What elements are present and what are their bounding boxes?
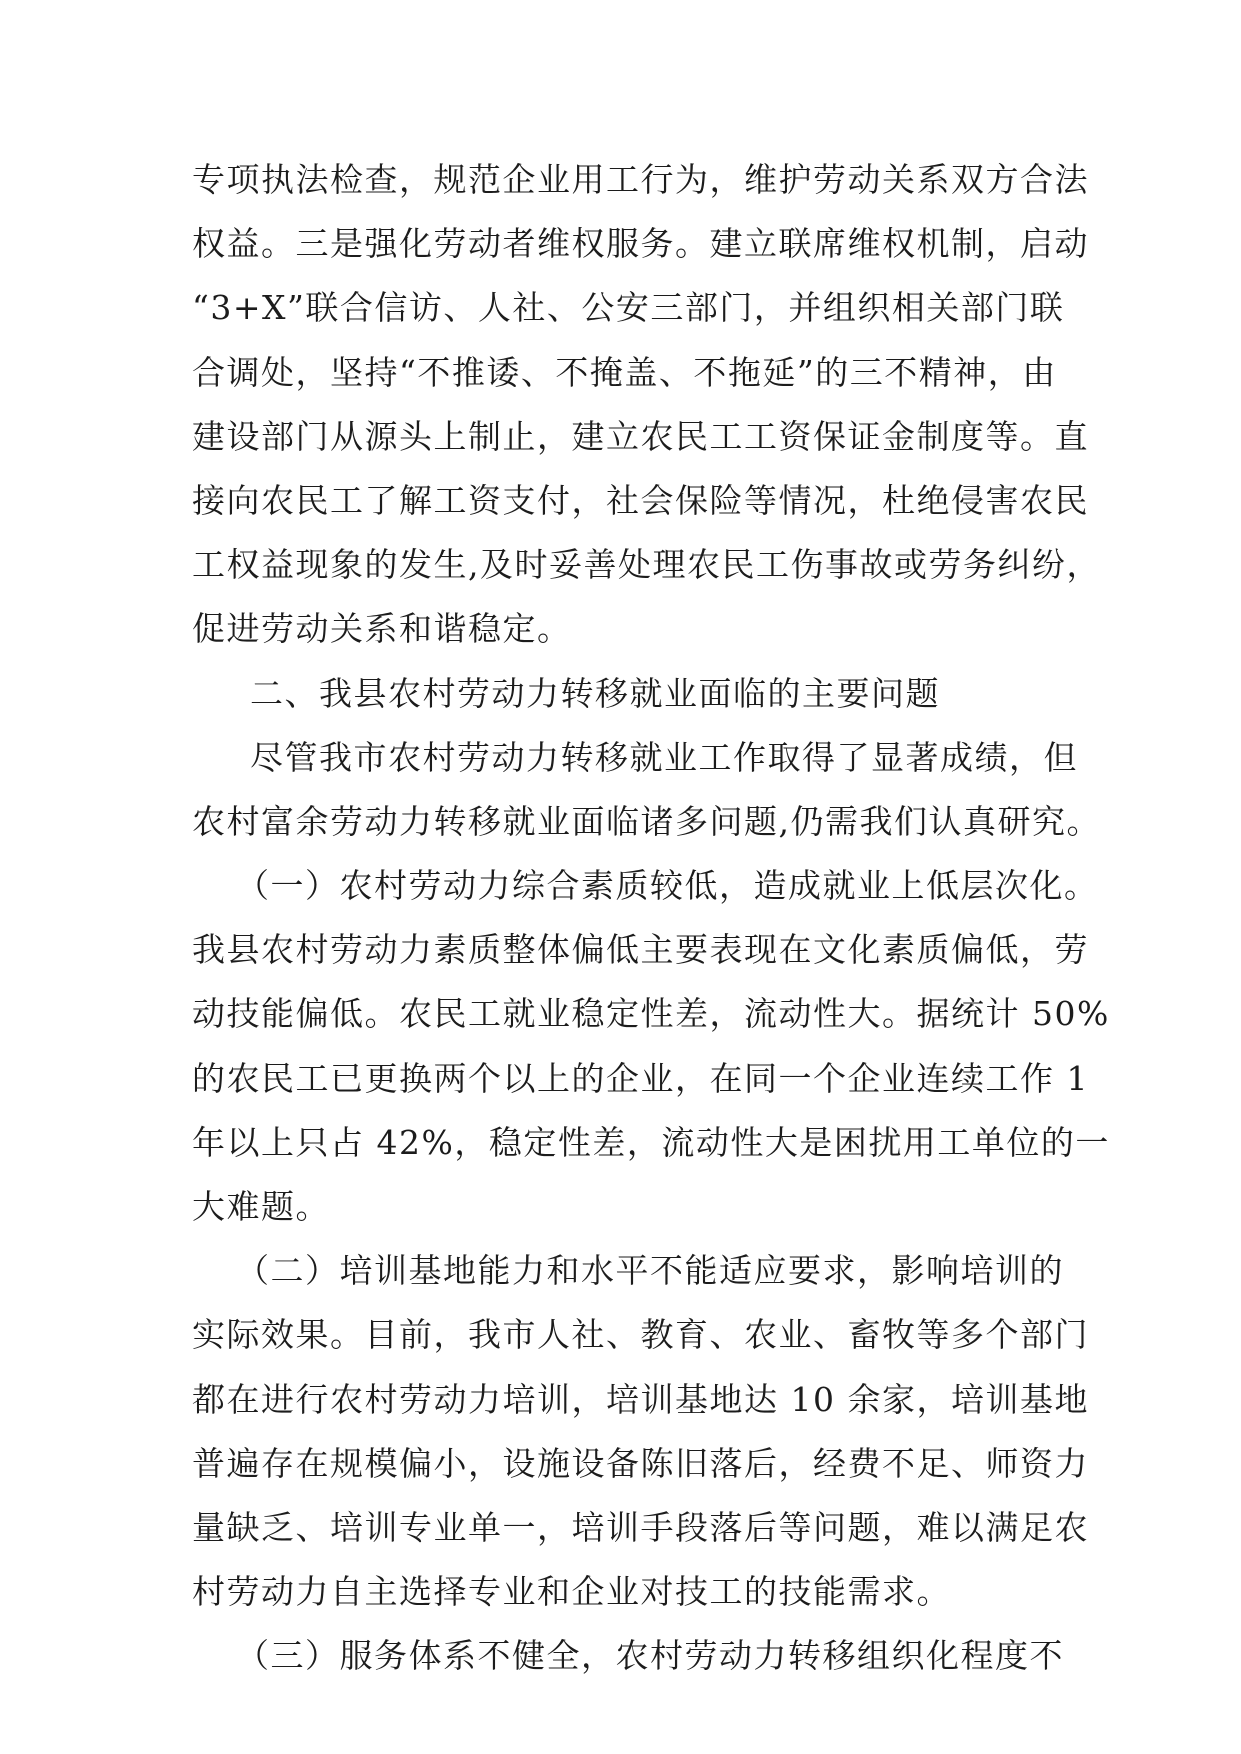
text-line: 工权益现象的发生,及时妥善处理农民工伤事故或劳务纠纷，	[192, 545, 1101, 585]
text-line: 合调处，坚持“不推诿、不掩盖、不拖延”的三不精神，由	[192, 352, 1057, 392]
text-line: 建设部门从源头上制止，建立农民工工资保证金制度等。直	[192, 416, 1089, 456]
text-line: “3+X”联合信访、人社、公安三部门，并组织相关部门联	[192, 288, 1065, 328]
text-line: 年以上只占 42%，稳定性差，流动性大是困扰用工单位的一	[192, 1122, 1110, 1162]
text-line: 村劳动力自主选择专业和企业对技工的技能需求。	[192, 1572, 951, 1612]
text-line: （一）农村劳动力综合素质较低，造成就业上低层次化。	[236, 866, 1099, 906]
text-line: 接向农民工了解工资支付，社会保险等情况，杜绝侵害农民	[192, 480, 1089, 520]
document-body	[192, 148, 1110, 1689]
text-line: 实际效果。目前，我市人社、教育、农业、畜牧等多个部门	[192, 1315, 1089, 1355]
text-line: （二）培训基地能力和水平不能适应要求，影响培训的	[236, 1251, 1064, 1291]
text-line: 动技能偏低。农民工就业稳定性差，流动性大。据统计 50%	[192, 994, 1110, 1034]
text-line: 量缺乏、培训专业单一，培训手段落后等问题，难以满足农	[192, 1507, 1089, 1547]
text-line: 大难题。	[192, 1187, 330, 1226]
text-line: 尽管我市农村劳动力转移就业工作取得了显著成绩，但	[250, 737, 1078, 777]
text-line: 农村富余劳动力转移就业面临诸多问题,仍需我们认真研究。	[192, 801, 1101, 841]
text-line: 普遍存在规模偏小，设施设备陈旧落后，经费不足、师资力	[192, 1443, 1089, 1483]
text-line: 我县农村劳动力素质整体偏低主要表现在文化素质偏低，劳	[192, 930, 1089, 970]
text-line: 的农民工已更换两个以上的企业，在同一个企业连续工作 1	[192, 1058, 1089, 1098]
text-line: 都在进行农村劳动力培训，培训基地达 10 余家，培训基地	[192, 1379, 1089, 1419]
text-line: （三）服务体系不健全，农村劳动力转移组织化程度不	[236, 1636, 1064, 1676]
text-line: 促进劳动关系和谐稳定。	[192, 609, 572, 649]
text-line: 专项执法检查，规范企业用工行为，维护劳动关系双方合法	[192, 160, 1089, 199]
text-line: 权益。三是强化劳动者维权服务。建立联席维权机制，启动	[192, 224, 1089, 264]
text-line: 二、我县农村劳动力转移就业面临的主要问题	[250, 673, 940, 713]
